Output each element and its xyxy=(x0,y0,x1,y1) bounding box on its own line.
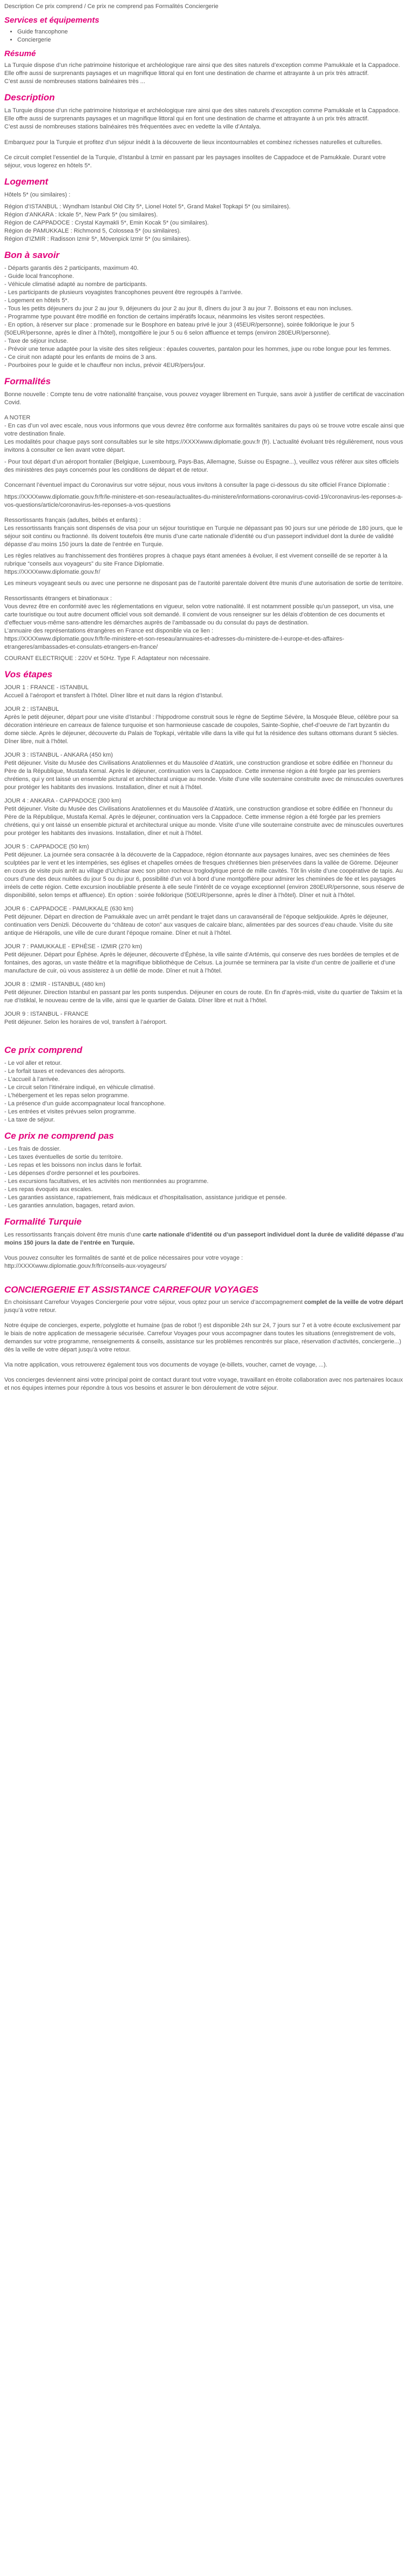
page xyxy=(0,3,409,1392)
list-item: - L’hébergement et les repas selon programme. xyxy=(4,1092,129,1099)
day-title: JOUR 4 : ANKARA - CAPPADOCE (300 km) xyxy=(4,798,121,804)
conciergerie-p4: Vos concierges deviennent ainsi votre principal point de contact durant tout votre voyage, travaillant en étroite collaboration avec nos partenaires locaux et nos équipes internes pour répondre à tous vos besoins et assurer le bon déroulement de votre séjour. xyxy=(4,1377,403,1391)
day-title: JOUR 7 : PAMUKKALE - EPHÈSE - IZMIR (270 km) xyxy=(4,943,142,950)
courant-text: COURANT ELECTRIQUE : 220V et 50Hz. Type F. Adaptateur non nécessaire. xyxy=(4,655,210,662)
description-paragraph-2: Embarquez pour la Turquie et profitez d’un séjour inédit à la découverte de lieux incontournables et combinez richesses naturelles et culturelles. xyxy=(4,139,383,146)
day-item xyxy=(4,684,405,700)
paragraph: Concernant l’éventuel impact du Coronavirus sur votre séjour, nous vous invitons à consulter la page ci-dessous du site officiel France Diplomatie : xyxy=(4,482,390,488)
etapes-title: Vos étapes xyxy=(4,669,53,679)
info-line: - Programme type pouvant être modifié en fonction de certains impératifs locaux, néanmoins les visites seront respectées. xyxy=(4,314,325,320)
etrangers-title: Ressortissants étrangers et binationaux : xyxy=(4,595,112,602)
day-title: JOUR 9 : ISTANBUL - FRANCE xyxy=(4,1011,88,1017)
info-line: - Guide local francophone. xyxy=(4,273,74,280)
conciergerie-p1-bold: complet de la veille de votre départ xyxy=(304,1299,404,1306)
logement-line: Région d’ISTANBUL : Wyndham Istanbul Old City 5*, Lionel Hotel 5*, Grand Makel Topkapi 5* (ou similaires). xyxy=(4,203,291,210)
paragraph: Les modalités pour chaque pays sont consultables sur le site https://XXXXwww.diplomatie.gouv.fr (fr). L’actualité évoluant très régulièrement, nous vous invitons à consulter ce lien avant votre départ. xyxy=(4,439,404,453)
list-item: - Les entrées et visites prévues selon programme. xyxy=(4,1109,136,1115)
info-line: - Logement en hôtels 5*. xyxy=(4,297,69,304)
comprend-title: Ce prix comprend xyxy=(4,1045,83,1055)
paragraph: - En cas d’un vol avec escale, nous vous informons que vous devrez être conforme aux formalités sanitaires du pays où se trouve votre escale ainsi que votre destination finale. xyxy=(4,423,405,437)
services-title: Services et équipements xyxy=(4,16,99,25)
day-title: JOUR 5 : CAPPADOCE (50 km) xyxy=(4,844,89,850)
info-line: - Taxe de séjour incluse. xyxy=(4,338,69,344)
resume-text xyxy=(4,62,405,86)
paragraph: La Turquie dispose d’un riche patrimoine historique et archéologique rare ainsi que des sites naturels d’exception comme Pamukkale et la Cappadoce. Elle offre aussi de surprenants paysages et un magnifique littoral qui en font une destination de charme et attrayante à un prix très attractif. xyxy=(4,107,400,122)
ne-comprend-list xyxy=(4,1145,405,1210)
description-text xyxy=(4,107,405,131)
info-line: - Ce ciruit non adapté pour les enfants de moins de 3 ans. xyxy=(4,354,157,361)
conciergerie-p1 xyxy=(4,1299,405,1315)
ressortissants-block xyxy=(4,516,405,549)
list-item: - Les garanties annulation, bagages, retard avion. xyxy=(4,1202,135,1209)
formalites-title: Formalités xyxy=(4,376,51,386)
day-text: Petit déjeuner. Direction Istanbul en passant par les ponts suspendus. Déjeuner en cours de route. En fin d’après-midi, visite du quartier de Taksim et la rue d’Istiklal, le nouveau centre de la ville, ainsi que le quartier de Galata. Dîner libre et nuit à l’hôtel. xyxy=(4,989,403,1004)
day-title: JOUR 3 : ISTANBUL - ANKARA (450 km) xyxy=(4,752,113,758)
logement-list xyxy=(4,203,405,243)
logement-line: Région d’IZMIR : Radisson Izmir 5*, Mövenpick Izmir 5* (ou similaires). xyxy=(4,236,191,242)
list-item: - Les taxes éventuelles de sortie du territoire. xyxy=(4,1154,123,1160)
day-text: Petit déjeuner. Départ en direction de Pamukkale avec un arrêt pendant le trajet dans un caravansérail de l’époque seldjoukide. Après le déjeuner, continuation vers Denizli. Découverte du “château de coton” aux vasques de calcaire blanc, alimentées par des sources d’eau chaude. Visite du site antique de Hiérapolis, une ville de cure durant l’époque romaine. Dîner et nuit à l’hôtel. xyxy=(4,914,393,936)
covid-link[interactable]: https://XXXXwww.diplomatie.gouv.fr/fr/le-ministere-et-son-reseau/actualites-du-ministere/informations-coronavirus-covid-19/coronavirus-les-reponses-a-vos-questions/article/coronavirus-les-reponses-a-vos-questions xyxy=(4,494,403,508)
paragraph: Vous pouvez consulter les formalités de santé et de police nécessaires pour votre voyage : xyxy=(4,1255,243,1261)
paragraph: Les règles relatives au franchissement des frontières propres à chaque pays étant amenées à évoluer, il est vivement conseillé de se reporter à la rubrique “conseils aux voyageurs” du site France Diplomatie. xyxy=(4,553,387,567)
day-text: Petit déjeuner. Selon les horaires de vol, transfert à l’aéroport. xyxy=(4,1019,167,1025)
day-title: JOUR 6 : CAPPADOCE - PAMUKKALE (630 km) xyxy=(4,906,134,912)
paragraph: C’est aussi de nombreuses stations balnéaires très ... xyxy=(4,78,146,85)
formalite-block xyxy=(4,1254,405,1270)
info-line: - Tous les petits déjeuners du jour 2 au jour 9, déjeuners du jour 2 au jour 8, dîners du jour 3 au jour 7. Boissons et eau non incluses. xyxy=(4,305,353,312)
description-line: Description Ce prix comprend / Ce prix ne comprend pas Formalités Conciergerie xyxy=(4,3,219,10)
day-text: Petit déjeuner. Visite du Musée des Civilisations Anatoliennes et du Mausolée d’Atatürk, une construction grandiose et sobre édifiée en l’honneur du Père de la République, Mustafa Kemal. Après le déjeuner, continuation vers la Cappadoce. Cette immense région a été forgée par les premiers chrétiens, qui y ont laissé un ensemble pictural et architectural unique au monde. Visite d’une ville souterraine construite avec de minuscules ouvertures pour protéger les habitants des invasions. Installation, dîner et nuit à l’hôtel. xyxy=(4,760,404,791)
formalite-turquie-title: Formalité Turquie xyxy=(4,1216,82,1227)
mineurs-text: Les mineurs voyageant seuls ou avec une personne ne disposant pas de l’autorité parentale doivent être munis d’une autorisation de sortie de territoire. xyxy=(4,580,404,587)
list-item: - L’accueil à l’arrivée. xyxy=(4,1076,60,1083)
list-item: - Les frais de dossier. xyxy=(4,1146,61,1152)
conciergerie-p3: Via notre application, vous retrouverez également tous vos documents de voyage (e-billets, voucher, carnet de voyage, ...). xyxy=(4,1362,328,1368)
info-line: - Les participants de plusieurs voyagistes francophones peuvent être regroupés à l’arrivée. xyxy=(4,289,243,296)
paragraph: Vous devrez être en conformité avec les réglementations en vigueur, selon votre nationalité. Il est notamment possible qu’un passeport, un visa, une carte touristique ou tout autre document officiel vous soit demandé. Il convient de vous renseigner sur les délais d’obtention de ces documents et d’effectuer vous-même sans-attendre les démarches auprès de l’ambassade ou du consulat du pays de destination. xyxy=(4,603,394,626)
day-text: Petit déjeuner. Départ pour Éphèse. Après le déjeuner, découverte d’Éphèse, la ville sainte d’Artémis, qui conserve des rues bordées de temples et de fontaines, des agoras, un vaste théâtre et la magnifique bibliothèque de Celsus. La journée se terminera par la visite d’un centre de joaillerie et d’une manufacture de cuir, où vous assisterez à un défilé de mode. Dîner et nuit à l’hôtel. xyxy=(4,951,399,974)
day-item xyxy=(4,705,405,746)
list-item: - Le circuit selon l’itinéraire indiqué, en véhicule climatisé. xyxy=(4,1084,155,1091)
list-item: - Le vol aller et retour. xyxy=(4,1060,62,1066)
list-item: - Les excursions facultatives, et les activités non mentionnées au programme. xyxy=(4,1178,209,1185)
info-line: - En option, à réserver sur place : promenade sur le Bosphore en bateau privé le jour 3 (45EUR/personne), soirée folklorique le jour 5 (50EUR/personne, après le dîner à l’hôtel), montgolfière le jour 5 ou 6 selon affluence et temps (environ 280EUR/personne). xyxy=(4,322,355,336)
info-line: - Départs garantis dès 2 participants, maximum 40. xyxy=(4,265,139,271)
comprend-list xyxy=(4,1059,405,1124)
list-item: • Guide francophone xyxy=(17,28,405,36)
formalite-text-start: Les ressortissants français doivent être munis d’une xyxy=(4,1232,143,1238)
resume-title: Résumé xyxy=(4,49,36,58)
paragraph: - Pour tout départ d’un aéroport frontalier (Belgique, Luxembourg, Pays-Bas, Allemagne, Suisse ou Espagne...), veuillez vous référer aux sites officiels des ministères des pays concernés pour les conditions de départ et de retour. xyxy=(4,459,399,473)
conseils-link[interactable]: http://XXXXwww.diplomatie.gouv.fr/fr/conseils-aux-voyageurs/ xyxy=(4,1263,167,1269)
list-item: - Les garanties assistance, rapatriement, frais médicaux et d’hospitalisation, assistance juridique et pensée. xyxy=(4,1194,287,1201)
day-text: Petit déjeuner. La journée sera consacrée à la découverte de la Cappadoce, région étonnante aux paysages lunaires, avec ses cheminées de fées sculptées par le vent et les intempéries, ses églises et chapelles ornées de fresques chrétiennes bien préservées dans la vallée de Göreme. Déjeuner en cours de visite puis arrêt au village d’Uchisar avec son piton rocheux troglodytique percé de mille cavités. Tôt lin visite d’une coopérative de tapis. Au cours d’une des deux nuitées du jour 5 ou du jour 6, possibilité d’un vol à bord d’une montgolfière pour admirer les cheminées de fée et les paysages irréels de cette région. Cette excursion inoubliable présente à elle seule l’intérêt de ce voyage exceptionnel (environ 280EUR/personne, sous réserve de disponibilité, selon temps et affluence). En option : soirée folklorique (50EUR/personne, après le dîner à l’hôtel). Dîner et nuit à l’hôtel. xyxy=(4,852,405,899)
logement-line: Région de PAMUKKALE : Richmond 5, Colossea 5* (ou similaires). xyxy=(4,228,181,234)
conciergerie-p1-start: En choisissant Carrefour Voyages Conciergerie pour votre séjour, vous optez pour un service d’accompagnement xyxy=(4,1299,304,1306)
formalites-intro: Bonne nouvelle : Compte tenu de votre nationalité française, vous pouvez voyager librement en Turquie, sans avoir à justifier de certificat de vaccination Covid. xyxy=(4,391,405,406)
info-line: - Prévoir une tenue adaptée pour la visite des sites religieux : épaules couvertes, pantalon pour les hommes, jupe ou robe longue pour les femmes. xyxy=(4,346,391,352)
list-item: - Les repas et les boissons non inclus dans le forfait. xyxy=(4,1162,142,1168)
day-title: JOUR 1 : FRANCE - ISTANBUL xyxy=(4,684,89,691)
paragraph: C’est aussi de nombreuses stations balnéaires très fréquentées avec en vedette la ville d’Antalya. xyxy=(4,124,261,130)
logement-line: Région d’ANKARA : Ickale 5*, New Park 5* (ou similaires). xyxy=(4,212,158,218)
list-item: - Le forfait taxes et redevances des aéroports. xyxy=(4,1068,126,1075)
day-item xyxy=(4,981,405,1005)
list-item: - La taxe de séjour. xyxy=(4,1117,55,1123)
day-text: Petit déjeuner. Visite du Musée des Civilisations Anatoliennes et du Mausolée d’Atatürk, une construction grandiose et sobre édifiée en l’honneur du Père de la République, Mustafa Kemal. Après le déjeuner, continuation vers la Cappadoce. Cette immense région a été forgée par les premiers chrétiens, qui y ont laissé un ensemble pictural et architectural unique au monde. Visite d’une ville souterraine construite avec de minuscules ouvertures pour protéger les habitants des invasions. Installation, dîner et nuit à l’hôtel. xyxy=(4,806,404,837)
bon-a-savoir-list xyxy=(4,264,405,370)
day-item xyxy=(4,1010,405,1027)
day-text: Après le petit déjeuner, départ pour une visite d’Istanbul : l’hippodrome construit sous le règne de Septime Sévère, la Mosquée Bleue, célèbre pour sa décoration intérieure en carreaux de faïence turquoise et son harmonieuse cascade de coupoles, Sainte-Sophie, chef-d’oeuvre de l’art byzantin du dome siècle. Après le déjeuner, découverte du Palais de Topkapi, véritable ville dans la ville qui fut la résidence des sultans ottomans durant 5 siècles. Dîner libre, nuit à l’hôtel. xyxy=(4,714,399,745)
logement-line: Région de CAPPADOCE : Crystal Kaymakli 5*, Emin Kocak 5* (ou similaires). xyxy=(4,220,209,226)
ne-comprend-title: Ce prix ne comprend pas xyxy=(4,1131,114,1141)
formalite-text-bold: carte nationale d’identité ou d’un passeport individuel dont la durée de validité dépasse d’au moins 150 jours la date de l’entrée en Turquie. xyxy=(4,1232,404,1246)
logement-intro: Hôtels 5* (ou similaires) : xyxy=(4,192,71,198)
bon-a-savoir-title: Bon à savoir xyxy=(4,250,60,260)
day-title: JOUR 2 : ISTANBUL xyxy=(4,706,59,712)
day-item xyxy=(4,905,405,937)
description-title: Description xyxy=(4,92,55,103)
description-paragraph-3: Ce circuit complet l’essentiel de la Turquie, d’Istanbul à Izmir en passant par les paysages insolites de Cappadoce et de Pamukkale. Durant votre séjour, vous logerez en hôtels 5*. xyxy=(4,154,386,169)
day-item xyxy=(4,797,405,838)
conciergerie-p1-end: jusqu’à votre retour. xyxy=(4,1307,57,1314)
services-list xyxy=(4,28,405,44)
day-item xyxy=(4,751,405,792)
ressortissants-title: Ressortissants français (adultes, bébés et enfants) : xyxy=(4,517,141,524)
day-title: JOUR 8 : IZMIR - ISTANBUL (480 km) xyxy=(4,981,106,988)
a-noter-block xyxy=(4,414,405,438)
paragraph: La Turquie dispose d’un riche patrimoine historique et archéologique rare ainsi que des sites naturels d’exception comme Pamukkale et la Cappadoce. Elle offre aussi de surprenants paysages et un magnifique littoral qui en font une destination de charme et attrayante à un prix très attractif. xyxy=(4,62,400,77)
paragraph: Les ressortissants français sont dispensés de visa pour un séjour touristique en Turquie ne dépassant pas 90 jours sur une période de 180 jours, que le séjour soit continu ou fractionné. Ils doivent toutefois être munis d’une carte nationale d’identité ou d’un passeport individuel dont la durée de validité dépasse d’au moins 150 jours la date de l’entrée en Turquie. xyxy=(4,525,403,548)
list-item: - Les repas évoqués aux escales. xyxy=(4,1186,93,1193)
info-line: - Véhicule climatisé adapté au nombre de participants. xyxy=(4,281,147,288)
info-line: - Pourboires pour le guide et le chauffeur non inclus, prévoir 4EUR/pers/jour. xyxy=(4,362,206,369)
formalite-text xyxy=(4,1231,405,1247)
a-noter-title: A NOTER xyxy=(4,414,31,421)
day-item xyxy=(4,943,405,975)
list-item: - Les dépenses d’ordre personnel et les pourboires. xyxy=(4,1170,140,1177)
list-item: - La présence d’un guide accompagnateur local francophone. xyxy=(4,1100,166,1107)
conciergerie-title: CONCIERGERIE ET ASSISTANCE CARREFOUR VOYAGES xyxy=(4,1284,259,1295)
diplomatie-link[interactable]: https://XXXXwww.diplomatie.gouv.fr/ xyxy=(4,569,100,575)
day-item xyxy=(4,843,405,900)
regles-block xyxy=(4,552,405,576)
etrangers-block xyxy=(4,595,405,651)
conciergerie-p2: Notre équipe de concierges, experte, polyglotte et humaine (pas de robot !) est disponible 24h sur 24, 7 jours sur 7 et à votre écoute exclusivement par le biais de notre application de messagerie sécurisée. Carrefour Voyages pour vous accompagner dans toutes les situations (enregistrement de vols, demandes sur votre programme, renseignements & conseils, assistance sur les problèmes rencontrés sur place, réservation d’activités, conciergerie...) dès la veille de votre départ jusqu’à votre retour. xyxy=(4,1322,401,1353)
paragraph: L’annuaire des représentations étrangères en France est disponible via ce lien : xyxy=(4,628,214,634)
ambassades-link[interactable]: https://XXXXwww.diplomatie.gouv.fr/fr/le-ministere-et-son-reseau/annuaires-et-adresses-du-ministere-de-l-europe-et-des-affaires-etrangeres/ambassades-et-consulats-etrangers-en-france/ xyxy=(4,636,344,650)
list-item: • Conciergerie xyxy=(17,36,405,44)
day-text: Accueil à l’aéroport et transfert à l’hôtel. Dîner libre et nuit dans la région d’Istanbul. xyxy=(4,692,223,699)
logement-title: Logement xyxy=(4,176,49,187)
